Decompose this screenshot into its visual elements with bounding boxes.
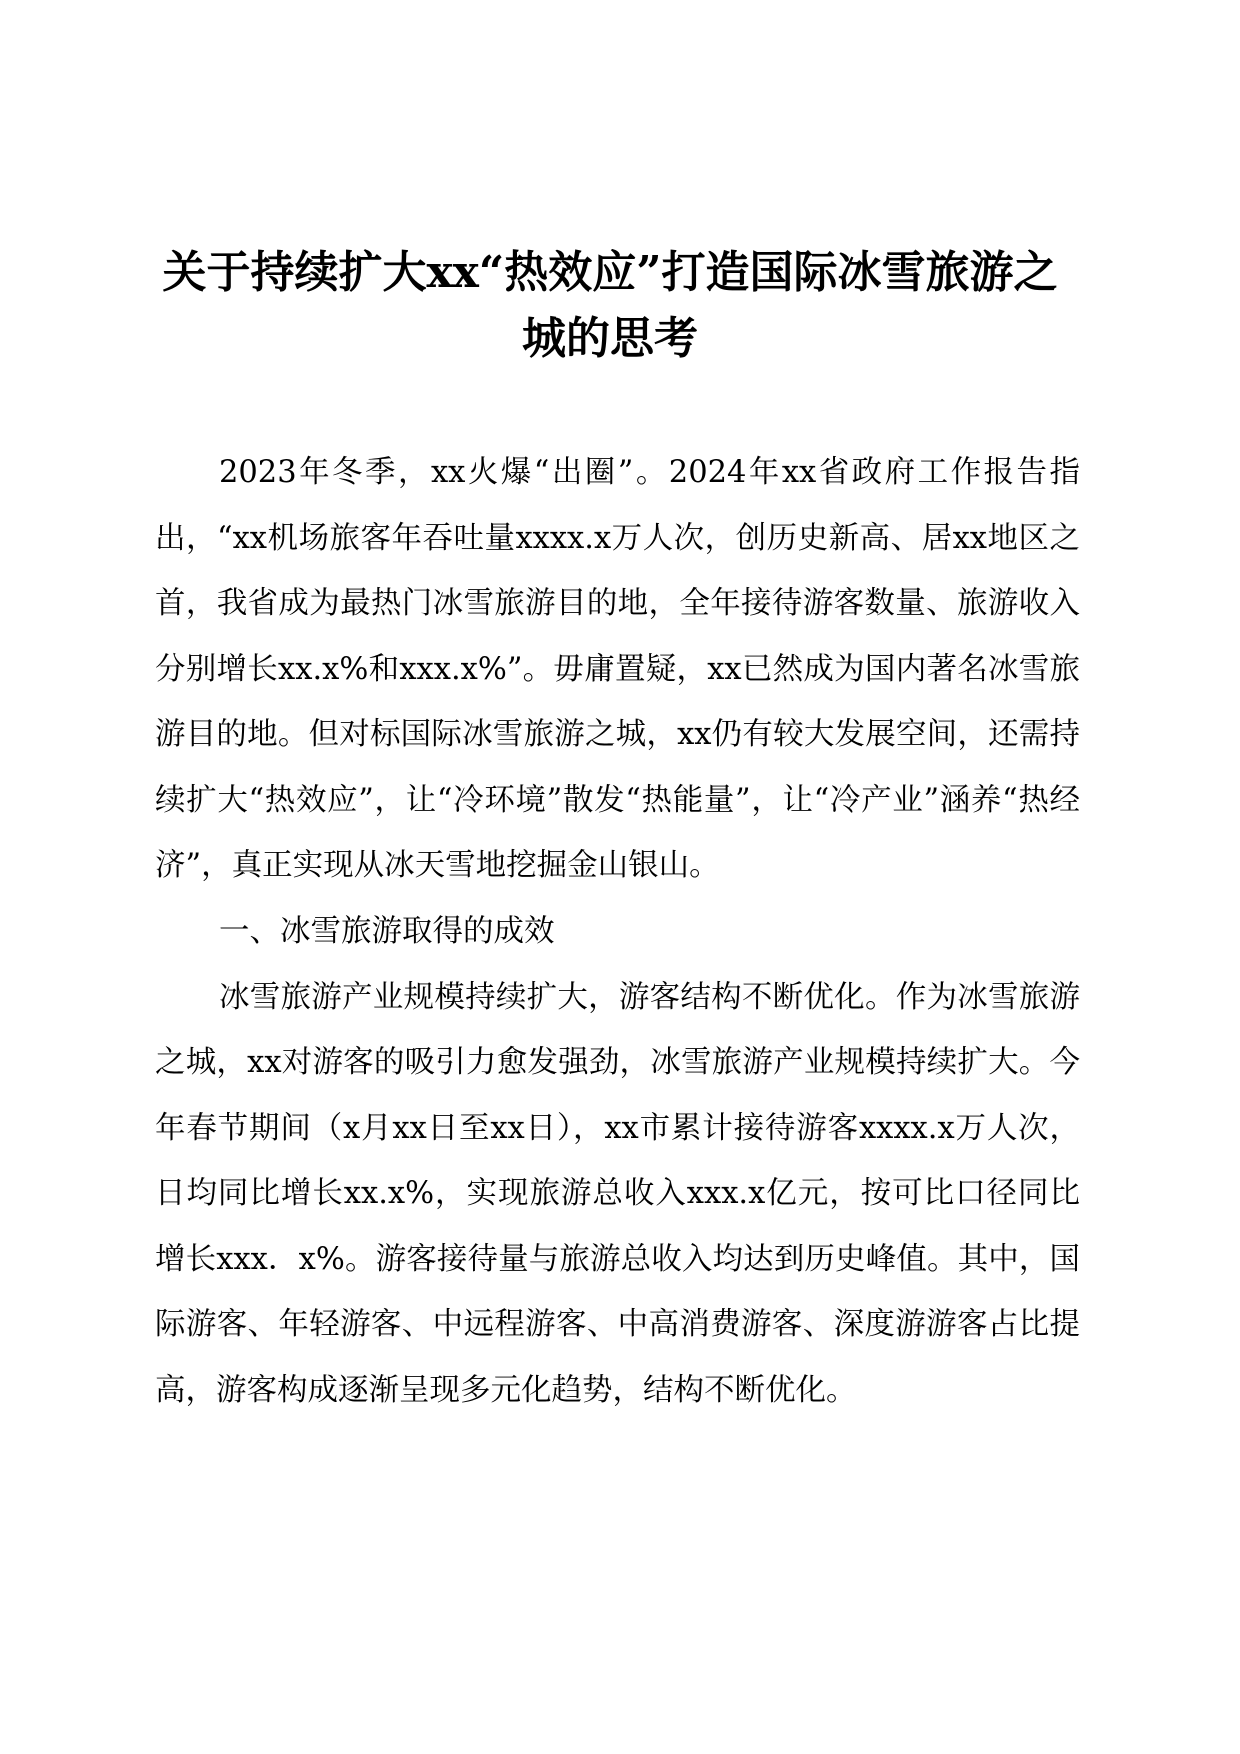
document-title: 关于持续扩大xx“热效应”打造国际冰雪旅游之城的思考 xyxy=(162,247,1058,364)
section-heading: 一、冰雪旅游取得的成效 xyxy=(219,913,555,949)
section-paragraph: 冰雪旅游产业规模持续扩大，游客结构不断优化。作为冰雪旅游之城，xx对游客的吸引力愈发强劲，冰雪旅游产业规模持续扩大。今年春节期间（x月xx日至xx日），xx市累计接待游客xxxx.x万人次，日均同比增长xx.x%，实现旅游总收入xxx.x亿元，按可比口径同比增长xxx．x%。游客接待量与旅游总收入均达到历史峰值。其中，国际游客、年轻游客、中远程游客、中高消费游客、深度游游客占比提高，游客构成逐渐呈现多元化趋势，结构不断优化。 xyxy=(155,979,1080,1408)
intro-paragraph: 2023年冬季，xx火爆“出圈”。2024年xx省政府工作报告指出，“xx机场旅客年吞吐量xxxx.x万人次，创历史新高、居xx地区之首，我省成为最热门冰雪旅游目的地，全年接待游客数量、旅游收入分别增长xx.x%和xxx.x%”。毋庸置疑，xx已然成为国内著名冰雪旅游目的地。但对标国际冰雪旅游之城，xx仍有较大发展空间，还需持续扩大“热效应”，让“冷环境”散发“热能量”，让“冷产业”涵养“热经济”，真正实现从冰天雪地挖掘金山银山。 xyxy=(155,455,1080,883)
document-body xyxy=(155,440,1080,1423)
